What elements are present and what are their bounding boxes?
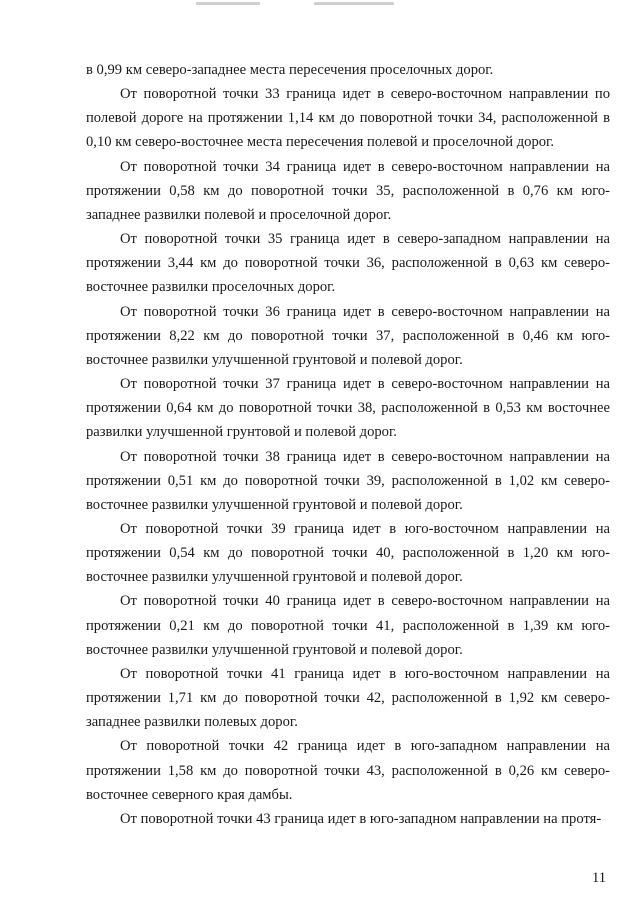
paragraph: От поворотной точки 37 граница идет в северо-восточном направлении на протяжении 0,64 км до поворотной точки 38, расположенной в 0,53 км восточнее развилки улучшенной грунтовой и полевой дорог.	[86, 376, 610, 441]
paragraph: От поворотной точки 39 граница идет в юго-восточном направлении на протяжении 0,54 км до поворотной точки 40, расположенной в 1,20 км юго-восточнее развилки улучшенной грунтовой и полевой дорог.	[86, 520, 610, 586]
paragraph: От поворотной точки 33 граница идет в северо-восточном направлении по полевой дороге на протяжении 1,14 км до поворотной точки 34, расположенной в 0,10 км северо-восточнее места пересечения полевой и проселочной дорог.	[86, 86, 610, 151]
paragraph: От поворотной точки 34 граница идет в северо-восточном направлении на протяжении 0,58 км до поворотной точки 35, расположенной в 0,76 км юго-западнее развилки полевой и проселочной дорог.	[86, 158, 610, 223]
paragraph: От поворотной точки 36 граница идет в северо-восточном направлении на протяжении 8,22 км до поворотной точки 37, расположенной в 0,46 км юго-восточнее развилки улучшенной грунтовой и полевой дорог.	[86, 303, 610, 368]
paragraph: От поворотной точки 40 граница идет в северо-восточном направлении на протяжении 0,21 км до поворотной точки 41, расположенной в 1,39 км юго-восточнее развилки улучшенной грунтовой и полевой дорог.	[86, 593, 610, 658]
paragraph: От поворотной точки 43 граница идет в юго-западном направлении на протя-	[120, 810, 602, 827]
paragraph: От поворотной точки 38 граница идет в северо-восточном направлении на протяжении 0,51 км до поворотной точки 39, расположенной в 1,02 км северо-восточнее развилки улучшенной грунтовой и полевой дорог.	[86, 448, 610, 513]
scan-artifact	[314, 2, 394, 5]
paragraph: От поворотной точки 41 граница идет в юго-восточном направлении на протяжении 1,71 км до поворотной точки 42, расположенной в 1,92 км северо-западнее развилки полевых дорог.	[86, 665, 610, 731]
paragraph: От поворотной точки 42 граница идет в юго-западном направлении на протяжении 1,58 км до поворотной точки 43, расположенной в 0,26 км северо-восточнее северного края дамбы.	[86, 738, 610, 803]
paragraph: От поворотной точки 35 граница идет в северо-западном направлении на протяжении 3,44 км до поворотной точки 36, расположенной в 0,63 км северо-восточнее развилки проселочных дорог.	[86, 231, 610, 296]
scan-artifact	[196, 2, 260, 5]
paragraph: в 0,99 км северо-западнее места пересечения проселочных дорог.	[86, 62, 494, 78]
page-number: 11	[591, 870, 606, 886]
document-body	[86, 58, 610, 831]
